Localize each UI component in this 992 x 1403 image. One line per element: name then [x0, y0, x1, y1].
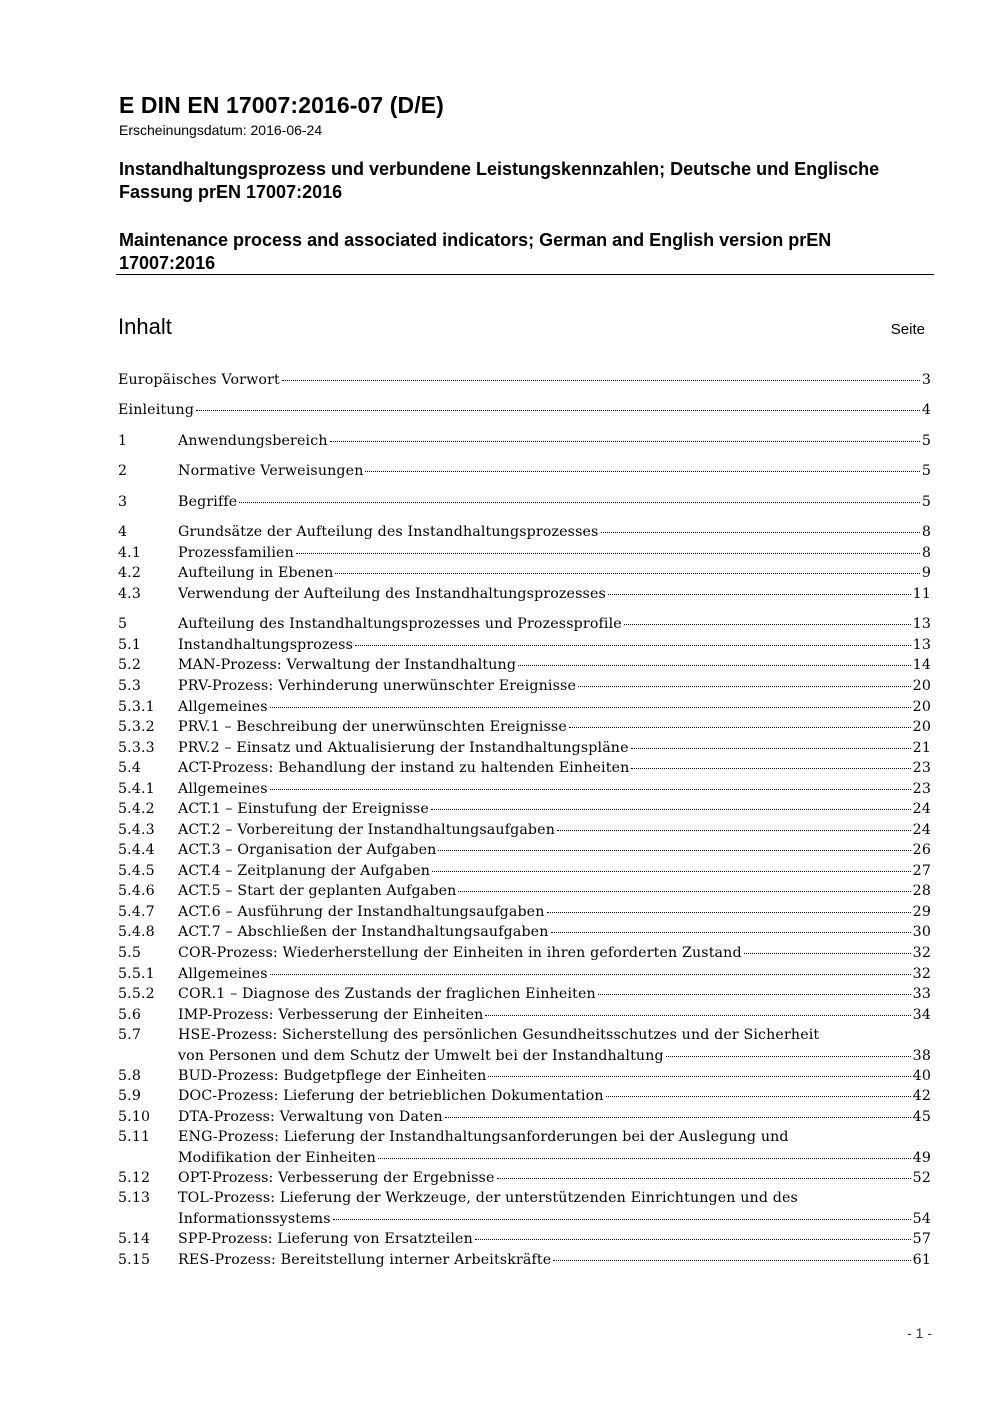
toc-dot-leader [551, 931, 911, 933]
header-divider [116, 274, 934, 275]
toc-entry[interactable] [118, 586, 931, 606]
toc-entry-number: 5.2 [118, 657, 142, 673]
toc-entry-page: 3 [921, 372, 931, 388]
toc-entry[interactable] [118, 637, 931, 657]
toc-entry[interactable] [118, 760, 931, 780]
toc-entry-page: 8 [921, 545, 931, 561]
toc-entry-body [178, 1252, 931, 1268]
document-title: E DIN EN 17007:2016-07 (D/E) [119, 92, 444, 118]
toc-entry-body [178, 1068, 931, 1084]
toc-entry-page: 34 [912, 1007, 931, 1023]
toc-entry-number: 5.4.1 [118, 781, 155, 797]
toc-dot-leader [335, 572, 919, 574]
toc-dot-leader [239, 501, 919, 503]
toc-entry[interactable] [118, 883, 931, 903]
toc-dot-leader [744, 952, 911, 954]
toc-entry-body [178, 719, 931, 735]
toc-entry[interactable] [118, 494, 931, 514]
toc-entry-page: 5 [921, 494, 931, 510]
toc-entry[interactable] [118, 678, 931, 698]
toc-entry-page: 26 [912, 842, 931, 858]
toc-entry-number: 5.6 [118, 1007, 142, 1023]
toc-entry-title: COR.1 – Diagnose des Zustands der fraglichen Einheiten [178, 986, 596, 1002]
toc-entry-page: 40 [912, 1068, 931, 1084]
toc-entry-page: 45 [912, 1109, 931, 1125]
toc-entry-body [178, 945, 931, 961]
toc-entry-number: 3 [118, 494, 128, 510]
toc-entry-number: 5.4.2 [118, 801, 155, 817]
toc-entry-page: 32 [912, 945, 931, 961]
toc-entry-title-line1: TOL-Prozess: Lieferung der Werkzeuge, der unterstützenden Einrichtungen und des [178, 1190, 798, 1206]
toc-entry-page: 30 [912, 924, 931, 940]
toc-entry-page: 49 [912, 1150, 931, 1166]
toc-entry[interactable] [118, 1170, 931, 1190]
toc-entry[interactable] [118, 822, 931, 842]
toc-entry-body [178, 986, 931, 1002]
toc-dot-leader [488, 1075, 910, 1077]
toc-entry[interactable] [118, 904, 931, 924]
toc-entry-page: 24 [912, 801, 931, 817]
toc-entry-title: Europäisches Vorwort [118, 372, 280, 388]
toc-entry-title: Modifikation der Einheiten [178, 1150, 376, 1166]
toc-entry[interactable] [118, 565, 931, 585]
toc-entry-body [178, 924, 931, 940]
toc-dot-leader [458, 890, 910, 892]
toc-entry-title: ACT.6 – Ausführung der Instandhaltungsaufgaben [178, 904, 545, 920]
toc-entry-page: 13 [912, 616, 931, 632]
toc-entry[interactable] [118, 801, 931, 821]
toc-entry-number: 4.2 [118, 565, 142, 581]
toc-entry-number: 4 [118, 524, 128, 540]
toc-entry-title: DTA-Prozess: Verwaltung von Daten [178, 1109, 443, 1125]
toc-dot-leader [365, 470, 919, 472]
toc-dot-leader [330, 440, 920, 442]
toc-entry-title: PRV.1 – Beschreibung der unerwünschten Ereignisse [178, 719, 567, 735]
toc-entry-page: 5 [921, 463, 931, 479]
toc-dot-leader [578, 685, 911, 687]
toc-entry-title: Normative Verweisungen [178, 463, 364, 479]
toc-entry-title: Aufteilung in Ebenen [178, 565, 334, 581]
toc-entry-body [178, 801, 931, 817]
toc-entry-number: 5.5 [118, 945, 142, 961]
toc-entry-number: 5.4.5 [118, 863, 155, 879]
toc-entry-number: 4.3 [118, 586, 142, 602]
toc-dot-leader [557, 829, 911, 831]
toc-entry-title: Grundsätze der Aufteilung des Instandhaltungsprozesses [178, 524, 599, 540]
toc-entry-page: 42 [912, 1088, 931, 1104]
toc-entry-body [178, 637, 931, 653]
toc-entry-body [178, 781, 931, 797]
toc-entry-body [178, 433, 931, 449]
toc-entry-number: 5.3.2 [118, 719, 155, 735]
toc-entry-number: 5.1 [118, 637, 142, 653]
toc-entry-number: 5.8 [118, 1068, 142, 1084]
toc-entry[interactable] [118, 433, 931, 453]
page-number: - 1 - [907, 1325, 932, 1341]
toc-entry-body [178, 966, 931, 982]
toc-entry-page: 38 [912, 1048, 931, 1064]
toc-entry-page: 57 [912, 1231, 931, 1247]
toc-entry-number: 2 [118, 463, 128, 479]
toc-entry-page: 28 [912, 883, 931, 899]
toc-entry-body [178, 545, 931, 561]
toc-entry[interactable] [118, 966, 931, 986]
toc-entry-page: 52 [912, 1170, 931, 1186]
toc-entry-body [178, 1007, 931, 1023]
toc-entry[interactable] [118, 463, 931, 483]
toc-dot-leader [485, 1014, 910, 1016]
toc-entry-title: COR-Prozess: Wiederherstellung der Einheiten in ihren geforderten Zustand [178, 945, 742, 961]
toc-entry-number: 5.10 [118, 1109, 151, 1125]
toc-entry-title: ACT.2 – Vorbereitung der Instandhaltungsaufgaben [178, 822, 555, 838]
toc-entry-title: MAN-Prozess: Verwaltung der Instandhaltung [178, 657, 517, 673]
toc-dot-leader [598, 993, 911, 995]
toc-entry-page: 32 [912, 966, 931, 982]
toc-entry-body [178, 463, 931, 479]
toc-entry-number: 5.3 [118, 678, 142, 694]
toc-entry-title: PRV-Prozess: Verhinderung unerwünschter Ereignisse [178, 678, 577, 694]
toc-heading: Inhalt [118, 314, 172, 339]
toc-dot-leader [296, 552, 920, 554]
toc-dot-leader [606, 1095, 911, 1097]
toc-entry-title: Informationssystems [178, 1211, 331, 1227]
toc-entry-title: IMP-Prozess: Verbesserung der Einheiten [178, 1007, 484, 1023]
toc-entry[interactable] [118, 1129, 931, 1170]
toc-entry[interactable] [118, 740, 931, 760]
toc-entry-page: 13 [912, 637, 931, 653]
toc-entry-number: 5.11 [118, 1129, 151, 1145]
toc-entry[interactable] [118, 945, 931, 965]
toc-entry-title-line1: HSE-Prozess: Sicherstellung des persönlichen Gesundheitsschutzes und der Sicherheit [178, 1027, 820, 1043]
toc-entry-page: 5 [921, 433, 931, 449]
toc-dot-leader [333, 1218, 911, 1220]
toc-entry-body [178, 1109, 931, 1125]
toc-entry[interactable] [118, 372, 931, 392]
toc-dot-leader [569, 726, 911, 728]
toc-entry-title: ACT-Prozess: Behandlung der instand zu haltenden Einheiten [178, 760, 630, 776]
toc-entry-body [178, 1211, 931, 1227]
toc-entry-number: 5.3.3 [118, 740, 155, 756]
toc-entry-number: 5.5.1 [118, 966, 155, 982]
toc-entry-title: Allgemeines [178, 966, 268, 982]
toc-entry[interactable] [118, 1231, 931, 1251]
toc-entry[interactable] [118, 842, 931, 862]
toc-entry-number: 5.4.4 [118, 842, 155, 858]
toc-entry-body [178, 822, 931, 838]
toc-entry-title: SPP-Prozess: Lieferung von Ersatzteilen [178, 1231, 473, 1247]
toc-entry-title: ACT.3 – Organisation der Aufgaben [178, 842, 437, 858]
toc-entry-number: 1 [118, 433, 128, 449]
toc-dot-leader [282, 379, 920, 381]
toc-dot-leader [270, 973, 911, 975]
toc-dot-leader [518, 664, 911, 666]
toc-entry[interactable] [118, 1109, 931, 1129]
toc-entry-title: Instandhaltungsprozess [178, 637, 354, 653]
toc-entry-body [178, 842, 931, 858]
toc-entry[interactable] [118, 1027, 931, 1068]
toc-dot-leader [624, 623, 911, 625]
toc-dot-leader [631, 747, 911, 749]
toc-entry-body [178, 740, 931, 756]
title-german: Instandhaltungsprozess und verbundene Leistungskennzahlen; Deutsche und Englische Fassung prEN 17007:2016 [119, 159, 880, 202]
toc-dot-leader [497, 1177, 911, 1179]
toc-entry-number: 5.13 [118, 1190, 151, 1206]
toc-entry-title: RES-Prozess: Bereitstellung interner Arbeitskräfte [178, 1252, 552, 1268]
toc-entry[interactable] [118, 657, 931, 677]
toc-dot-leader [196, 409, 920, 411]
toc-entry-title: von Personen und dem Schutz der Umwelt bei der Instandhaltung [178, 1048, 664, 1064]
toc-entry-body [178, 699, 931, 715]
toc-entry-page: 27 [912, 863, 931, 879]
toc-entry-page: 23 [912, 760, 931, 776]
toc-entry-body [178, 760, 931, 776]
toc-entry-number: 5.3.1 [118, 699, 155, 715]
toc-entry-page: 21 [912, 740, 931, 756]
toc-entry-page: 24 [912, 822, 931, 838]
toc-entry-body [178, 616, 931, 632]
toc-entry[interactable] [118, 545, 931, 565]
toc-entry-page: 23 [912, 781, 931, 797]
toc-entry-number: 5.12 [118, 1170, 151, 1186]
toc-entry-title: Aufteilung des Instandhaltungsprozesses und Prozessprofile [178, 616, 622, 632]
toc-dot-leader [432, 870, 911, 872]
toc-entry-page: 29 [912, 904, 931, 920]
toc-dot-leader [475, 1238, 911, 1240]
toc-entry-title: ACT.7 – Abschließen der Instandhaltungsaufgaben [178, 924, 549, 940]
toc-dot-leader [631, 767, 910, 769]
toc-entry-body [178, 883, 931, 899]
toc-entry[interactable] [118, 1007, 931, 1027]
toc-dot-leader [431, 808, 911, 810]
toc-entry-title: OPT-Prozess: Verbesserung der Ergebnisse [178, 1170, 495, 1186]
toc-entry[interactable] [118, 616, 931, 636]
toc-dot-leader [666, 1055, 911, 1057]
toc-entry-title: Allgemeines [178, 781, 268, 797]
toc-entry-page: 61 [912, 1252, 931, 1268]
toc-page-label: Seite [890, 321, 925, 338]
toc-entry-page: 20 [912, 699, 931, 715]
toc-entry-body [178, 1231, 931, 1247]
toc-entry[interactable] [118, 719, 931, 739]
toc-entry-body [178, 586, 931, 602]
toc-entry-body [178, 678, 931, 694]
toc-entry-number: 5.7 [118, 1027, 142, 1043]
toc-entry[interactable] [118, 524, 931, 544]
toc-entry-body [118, 402, 931, 418]
toc-entry-page: 54 [912, 1211, 931, 1227]
toc-dot-leader [270, 706, 911, 708]
toc-dot-leader [438, 849, 910, 851]
toc-entry-body [178, 1088, 931, 1104]
toc-entry-title: Anwendungsbereich [178, 433, 328, 449]
toc-entry-title: ACT.1 – Einstufung der Ereignisse [178, 801, 429, 817]
toc-entry-number: 5.14 [118, 1231, 151, 1247]
toc-entry-title: ACT.5 – Start der geplanten Aufgaben [178, 883, 457, 899]
toc-entry-title: PRV.2 – Einsatz und Aktualisierung der Instandhaltungspläne [178, 740, 629, 756]
toc-dot-leader [445, 1116, 911, 1118]
toc-entry-body [178, 1048, 931, 1064]
toc-entry[interactable] [118, 1252, 931, 1272]
toc-entry-number: 5.4.7 [118, 904, 155, 920]
toc-entry-title: Allgemeines [178, 699, 268, 715]
toc-entry-page: 20 [912, 719, 931, 735]
toc-entry-page: 8 [921, 524, 931, 540]
toc-entry[interactable] [118, 924, 931, 944]
toc-entry-body [178, 565, 931, 581]
toc-entry-page: 33 [912, 986, 931, 1002]
toc-entry-body [178, 863, 931, 879]
toc-dot-leader [608, 593, 911, 595]
toc-entry-number: 5.4.3 [118, 822, 155, 838]
toc-dot-leader [270, 788, 911, 790]
toc-entry[interactable] [118, 863, 931, 883]
toc-entry-body [178, 904, 931, 920]
toc-entry-title: BUD-Prozess: Budgetpflege der Einheiten [178, 1068, 487, 1084]
toc-entry-body [118, 372, 931, 388]
toc-entry-number: 5.4.8 [118, 924, 155, 940]
toc-entry-number: 5.4.6 [118, 883, 155, 899]
toc-dot-leader [547, 911, 911, 913]
toc-entry-title: Einleitung [118, 402, 195, 418]
toc-entry-number: 5.4 [118, 760, 142, 776]
toc-entry-title: ACT.4 – Zeitplanung der Aufgaben [178, 863, 431, 879]
toc-entry-number: 4.1 [118, 545, 142, 561]
toc-entry-body [178, 1150, 931, 1166]
toc-entry[interactable] [118, 402, 931, 422]
toc-entry-title: Begriffe [178, 494, 238, 510]
toc-entry[interactable] [118, 1088, 931, 1108]
toc-entry-page: 14 [912, 657, 931, 673]
toc-entry[interactable] [118, 1190, 931, 1231]
toc-entry-page: 9 [921, 565, 931, 581]
toc-entry-title: Prozessfamilien [178, 545, 294, 561]
toc-entry-number: 5.9 [118, 1088, 142, 1104]
toc-entry-page: 4 [921, 402, 931, 418]
toc-entry-body [178, 1170, 931, 1186]
toc-entry-number: 5.15 [118, 1252, 151, 1268]
toc-entry-number: 5 [118, 616, 128, 632]
toc-entry-body [178, 524, 931, 540]
toc-dot-leader [601, 531, 920, 533]
toc-entry[interactable] [118, 699, 931, 719]
toc-dot-leader [378, 1157, 911, 1159]
toc-entry[interactable] [118, 781, 931, 801]
toc-entry-body [178, 494, 931, 510]
toc-entry-title: DOC-Prozess: Lieferung der betrieblichen Dokumentation [178, 1088, 604, 1104]
toc-entry[interactable] [118, 986, 931, 1006]
toc-entry-page: 11 [912, 586, 931, 602]
toc-dot-leader [553, 1259, 910, 1261]
toc-entry-page: 20 [912, 678, 931, 694]
toc-entry-title: Verwendung der Aufteilung des Instandhaltungsprozesses [178, 586, 606, 602]
toc-entry[interactable] [118, 1068, 931, 1088]
toc-entry-title-line1: ENG-Prozess: Lieferung der Instandhaltungsanforderungen bei der Auslegung und [178, 1129, 789, 1145]
toc-dot-leader [355, 644, 911, 646]
toc-entry-body [178, 657, 931, 673]
title-english: Maintenance process and associated indicators; German and English version prEN 17007:2016 [119, 230, 832, 273]
toc-entry-number: 5.5.2 [118, 986, 155, 1002]
publication-date: Erscheinungsdatum: 2016-06-24 [119, 122, 323, 138]
